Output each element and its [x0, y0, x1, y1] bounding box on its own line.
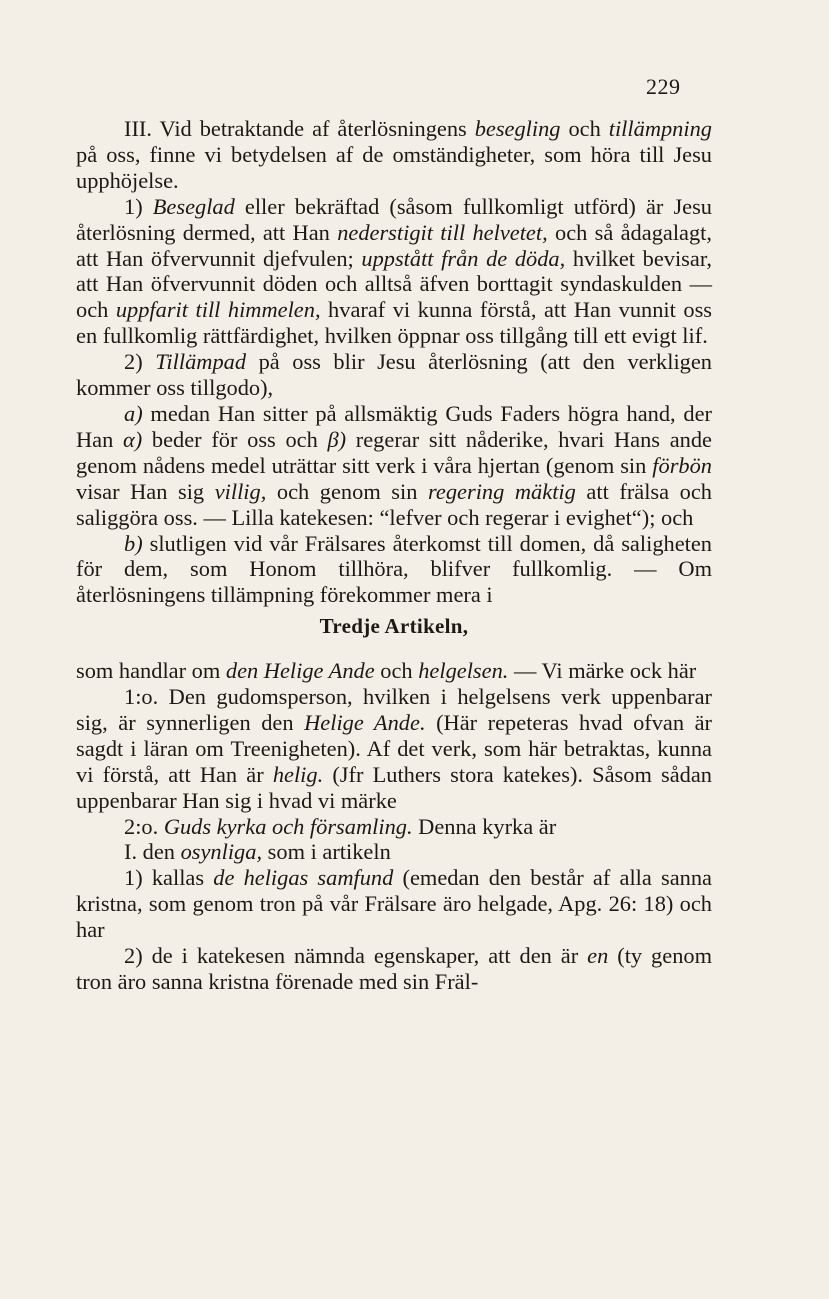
section-heading: Tredje Artikeln, [319, 614, 469, 639]
page-number: 229 [646, 74, 681, 99]
paragraph-p2: 1) Beseglad eller bekräftad (såsom fullkomligt utförd) är Jesu återlösning dermed, att Han nederstigit till helvetet, och så ådagalagt, att Han öfvervunnit djefvulen; uppstått från de döda, hvilket bevisar, att Han öfvervunnit döden och alltså äfven borttagit syndaskulden — och uppfarit till himmelen, hvaraf vi kunna förstå, att Han vunnit oss en fullkomlig rättfärdighet, hvilken öppnar oss tillgång till ett evigt lif. [76, 193, 713, 349]
body-text [76, 116, 712, 995]
paragraph-p4: a) medan Han sitter på allsmäktig Guds Faders högra hand, der Han α) beder för oss och β) regerar sitt nåderike, hvari Hans ande genom nådens medel uträttar sitt verk i våra hjertan (genom sin förbön visar Han sig villig, och genom sin regering mäktig att frälsa och saliggöra oss. — Lilla katekesen: “lefver och regerar i evighet“); och [76, 400, 712, 530]
paragraphs-before-heading [76, 116, 712, 608]
paragraph-p10: 1) kallas de heligas samfund (emedan den består af alla sanna kristna, som genom tron på vår Frälsare äro helgade, Apg. 26: 18) och har [76, 865, 712, 943]
paragraph-p3: 2) Tillämpad på oss blir Jesu återlösning (att den verkligen kommer oss tillgodo), [76, 349, 713, 401]
paragraph-p6: som handlar om den Helige Ande och helgelsen. — Vi märke ock här [76, 658, 697, 684]
paragraph-p9: I. den osynliga, som i artikeln [124, 839, 391, 865]
paragraph-p5: b) slutligen vid vår Frälsares återkomst till domen, då saligheten för dem, som Honom tillhöra, blifver fullkomlig. — Om återlösningens tillämpning förekommer mera i [76, 530, 712, 608]
paragraph-p7: 1:o. Den gudomsperson, hvilken i helgelsens verk uppenbarar sig, är synnerligen den Helige Ande. (Här repeteras hvad ofvan är sagdt i läran om Treenigheten). Af det verk, som här betraktas, kunna vi förstå, att Han är helig. (Jfr Luthers stora katekes). Såsom sådan uppenbarar Han sig i hvad vi märke [76, 684, 712, 813]
paragraph-p11: 2) de i katekesen nämnda egenskaper, att den är en (ty genom tron äro sanna kristna förenade med sin Fräl- [76, 943, 712, 994]
paragraph-p1: III. Vid betraktande af återlösningens besegling och tillämpning på oss, finne vi betydelsen af de omständigheter, som höra till Jesu upphöjelse. [76, 116, 712, 193]
paragraphs-after-heading [76, 658, 712, 995]
paragraph-p8: 2:o. Guds kyrka och församling. Denna kyrka är [124, 813, 557, 839]
